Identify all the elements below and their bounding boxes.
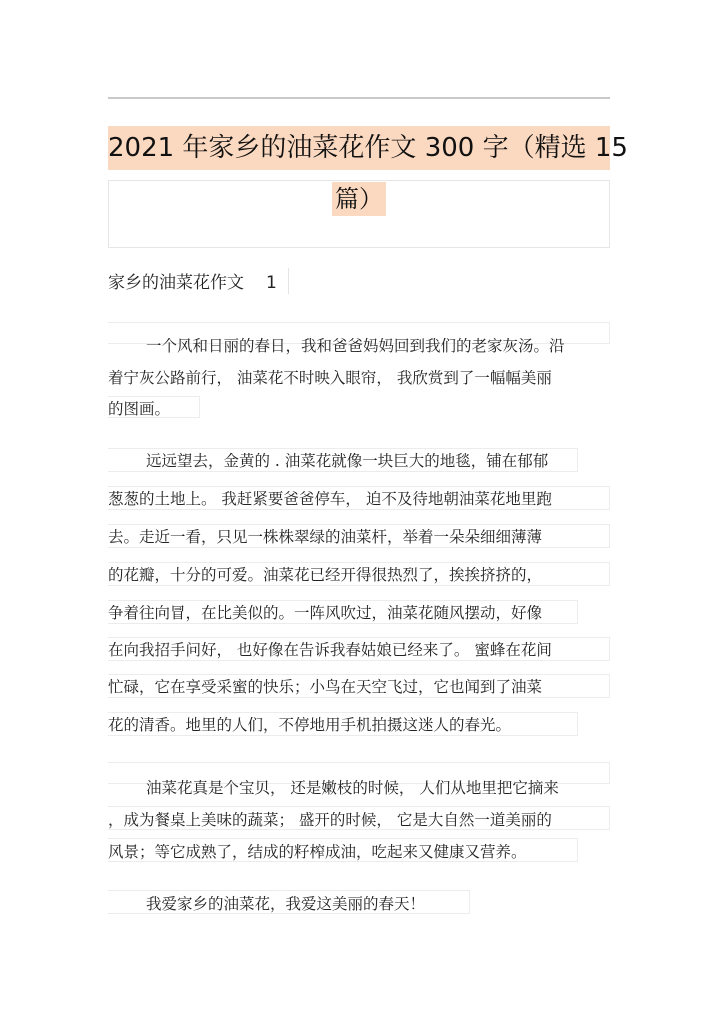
- top-divider: [108, 97, 610, 99]
- paragraph-line: 我爱家乡的油菜花，我爱这美丽的春天！: [146, 895, 426, 913]
- paragraph-line: 去。走近一看，只见一株株翠绿的油菜杆，举着一朵朵细细薄薄: [108, 528, 543, 546]
- section-heading-text: 家乡的油菜花作文: [108, 273, 244, 293]
- paragraph-line: 在向我招手问好， 也好像在告诉我春姑娘已经来了。 蜜蜂在花间: [108, 641, 552, 659]
- section-heading: [108, 270, 277, 296]
- paragraph-line: 的图画。: [108, 400, 171, 418]
- paragraph-line: 远远望去，金黄的 . 油菜花就像一块巨大的地毯，铺在郁郁: [146, 452, 549, 470]
- paragraph-line: 着宁灰公路前行， 油菜花不时映入眼帘， 我欣赏到了一幅幅美丽: [108, 369, 552, 387]
- paragraph-line: ，成为餐桌上美味的蔬菜； 盛开的时候， 它是大自然一道美丽的: [108, 811, 552, 829]
- paragraph-line: 油菜花真是个宝贝， 还是嫩枝的时候， 人们从地里把它摘来: [146, 779, 559, 797]
- paragraph-line: 花的清香。地里的人们，不停地用手机拍摄这迷人的春光。: [108, 716, 512, 734]
- page-title-continued: 篇）: [332, 182, 386, 216]
- paragraph-line: 葱葱的土地上。 我赶紧要爸爸停车， 迫不及待地朝油菜花地里跑: [108, 490, 552, 508]
- paragraph-line: 风景；等它成熟了，结成的籽榨成油，吃起来又健康又营养。: [108, 843, 527, 861]
- paragraph-line: 忙碌，它在享受采蜜的快乐；小鸟在天空飞过，它也闻到了油菜: [108, 678, 543, 696]
- paragraph-line: 的花瓣，十分的可爱。油菜花已经开得很热烈了，挨挨挤挤的，: [108, 566, 543, 584]
- paragraph-line: 一个风和日丽的春日，我和爸爸妈妈回到我们的老家灰汤。沿: [146, 337, 565, 355]
- section-number: 1: [266, 273, 277, 293]
- page-title: 2021 年家乡的油菜花作文 300 字（精选 15: [108, 133, 628, 163]
- section-frame-mark: [288, 268, 289, 294]
- paragraph-line: 争着往向冒，在比美似的。一阵风吹过，油菜花随风摆动，好像: [108, 604, 543, 622]
